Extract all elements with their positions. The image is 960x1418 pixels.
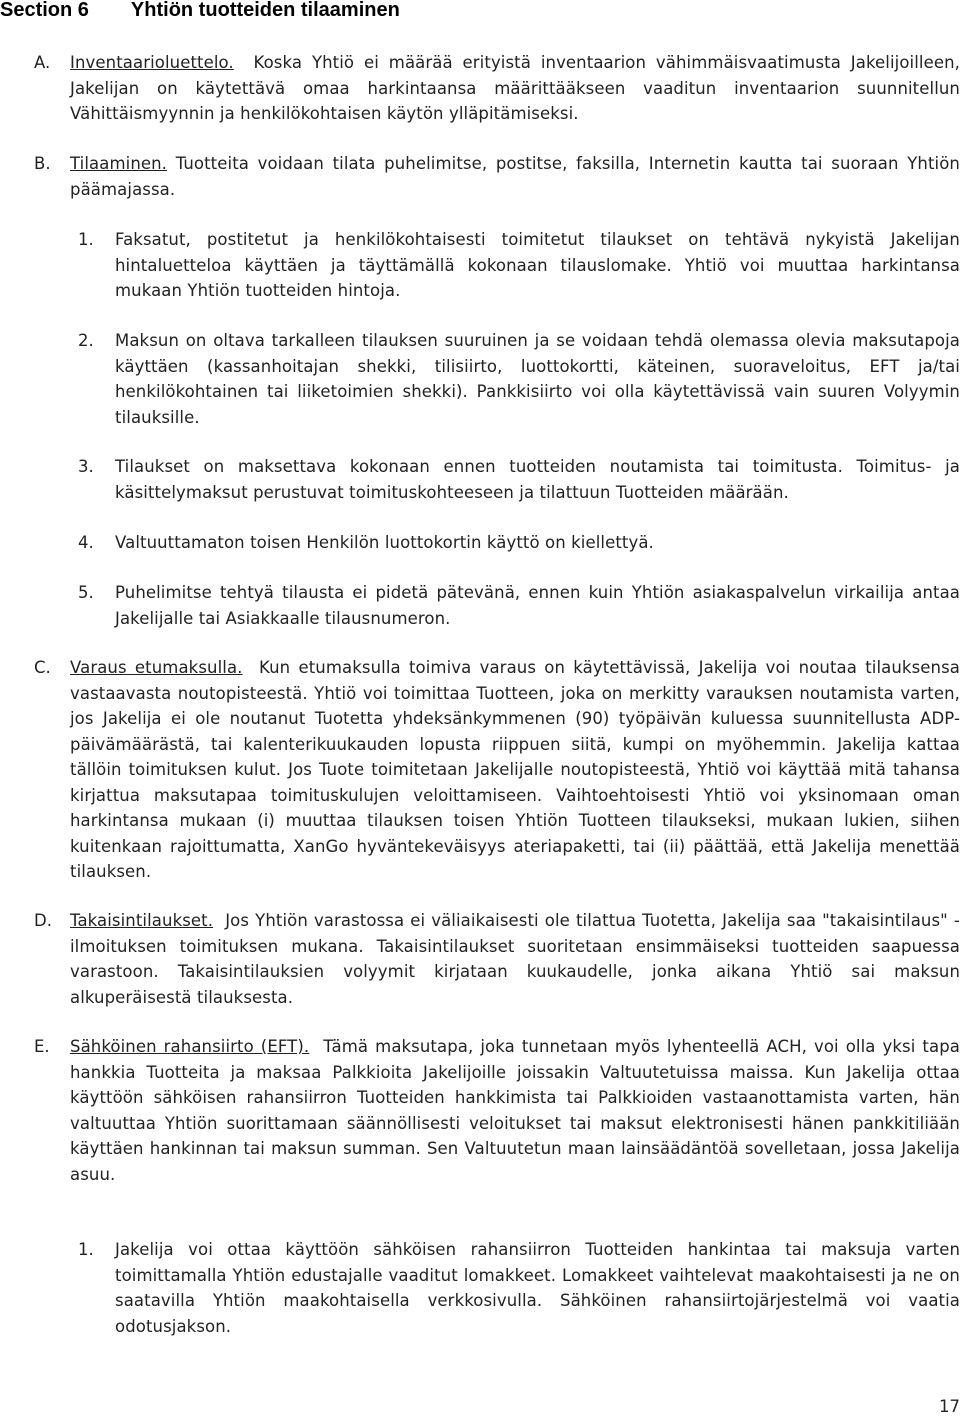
section-e-title: Sähköinen rahansiirto (EFT). [70,1037,310,1056]
section-c-paragraph [70,655,960,885]
section-d-text: Jos Yhtiön varastossa ei väliaikaisesti ole tilattua Tuotetta, Jakelija saa "takaisintilaus" -ilmoituksen toimituksen mukana. Takaisintilaukset suoritetaan ensimmäiseksi tuotteiden saapuessa varastoon. Takaisintilauksien volyymit kirjataan kuukaudelle, jonka aikana Yhtiö sai maksun alkuperäisestä tilauksesta. [70,911,960,1007]
section-a-paragraph [70,50,960,127]
page-heading [0,0,400,24]
section-e-item-1-text: Jakelija voi ottaa käyttöön sähköisen rahansiirron Tuotteiden hankintaa tai maksuja varten toimittamalla Yhtiön edustajalle vaaditut lomakkeet. Lomakkeet vaihtelevat maakohtaisesti ja ne on saatavilla Yhtiön maakohtaisella verkkosivulla. Sähköinen rahansiirtojärjestelmä voi vaatia odotusjakson. [115,1240,960,1336]
section-b-item-3-text: Tilaukset on maksettava kokonaan ennen tuotteiden noutamista tai toimitusta. Toimitus- ja käsittelymaksut perustuvat toimituskohteeseen ja tilattuun Tuotteiden määrään. [115,457,960,502]
section-c-text: Kun etumaksulla toimiva varaus on käytettävissä, Jakelija voi noutaa tilauksensa vastaavasta noutopisteestä. Yhtiö voi toimittaa Tuotteen, joka on merkitty varauksen noutamista varten, jos Jakelija ei ole noutanut Tuotetta yhdeksänkymmenen (90) työpäivän kuluessa suunnitellusta ADP-päivämäärästä, tai kalenterikuukauden lopusta riippuen siitä, kumpi on myöhemmin. Jakelija kattaa tällöin toimituksen kulut. Jos Tuote toimitetaan Jakelijalle noutopisteestä, Yhtiö voi käyttää mitä tahansa kirjattua maksutapaa toimituskulujen veloittamiseen. Vaihtoehtoisesti Yhtiö voi yksinomaan oman harkintansa mukaan (i) muuttaa tilauksen toisen Yhtiön Tuotteen tilaukseksi, mukaan lukien, siihen kuitenkaan rajoittumatta, XanGo hyväntekeväisyys ateriapaketti, tai (ii) päättää, että Jakelija menettää tilauksen. [70,658,960,881]
section-b-paragraph [70,151,960,202]
section-b-item-5-text: Puhelimitse tehtyä tilausta ei pidetä pätevänä, ennen kuin Yhtiön asiakaspalvelun virkailija antaa Jakelijalle tai Asiakkaalle tilausnumeron. [115,583,960,628]
section-c-marker: C. [34,658,51,677]
section-b-text: Tuotteita voidaan tilata puhelimitse, postitse, faksilla, Internetin kautta tai suoraan Yhtiön päämajassa. [70,154,960,199]
section-e-paragraph [70,1034,960,1187]
section-b-title: Tilaaminen. [70,154,168,173]
section-c-title: Varaus etumaksulla. [70,658,243,677]
section-b-item-1-text: Faksatut, postitetut ja henkilökohtaisesti toimitetut tilaukset on tehtävä nykyistä Jakelijan hintaluetteloa käyttäen ja täyttämällä kokonaan tilauslomake. Yhtiö voi muuttaa harkintansa mukaan Yhtiön tuotteiden hintoja. [115,230,960,300]
section-a-text: Koska Yhtiö ei määrää erityistä inventaarion vähimmäisvaatimusta Jakelijoilleen, Jakelijan on käytettävä omaa harkintaansa määrittääkseen vaaditun inventaarion suunnitellun Vähittäismyynnin ja henkilökohtaisen käytön ylläpitämiseksi. [70,53,960,123]
section-a-title: Inventaarioluettelo. [70,53,234,72]
section-b-item-1-number: 1. [78,230,94,249]
section-b-item-2-text: Maksun on oltava tarkalleen tilauksen suuruinen ja se voidaan tehdä olemassa olevia maksutapoja käyttäen (kassanhoitajan shekki, tilisiirto, luottokortti, käteinen, suoraveloitus, EFT ja/tai henkilökohtainen tai liiketoimien shekki). Pankkisiirto voi olla käytettävissä vain suuren Volyymin tilauksille. [115,331,960,427]
section-d-title: Takaisintilaukset. [70,911,214,930]
section-e-marker: E. [34,1037,50,1056]
section-e-text: Tämä maksutapa, joka tunnetaan myös lyhenteellä ACH, voi olla yksi tapa hankkia Tuotteita ja maksaa Palkkioita Jakelijoille joissakin Valtuutetuissa maissa. Kun Jakelija ottaa käyttöön sähköisen rahansiirron Tuotteiden hankkimista tai Palkkioiden vastaanottamista varten, hän valtuuttaa Yhtiön suorittamaan säännöllisesti veloitukset tai maksut elektronisesti hänen pankkitiliään käyttäen hankinnan tai maksun summan. Sen Valtuutetun maan lainsäädäntöä sovelletaan, jossa Jakelija asuu. [70,1037,960,1184]
section-b-item-2-number: 2. [78,331,94,350]
section-d-marker: D. [34,911,52,930]
page-number: 17 [939,1397,960,1416]
section-title: Yhtiön tuotteiden tilaaminen [130,0,400,21]
section-b-marker: B. [34,154,51,173]
section-a-marker: A. [34,53,51,72]
section-b-item-4-number: 4. [78,533,94,552]
section-e-item-1-number: 1. [78,1240,94,1259]
section-d-paragraph [70,908,960,1010]
section-label: Section 6 [0,0,89,21]
section-b-item-5-number: 5. [78,583,94,602]
section-b-item-4-text: Valtuuttamaton toisen Henkilön luottokortin käyttö on kiellettyä. [115,533,654,552]
section-b-item-3-number: 3. [78,457,94,476]
